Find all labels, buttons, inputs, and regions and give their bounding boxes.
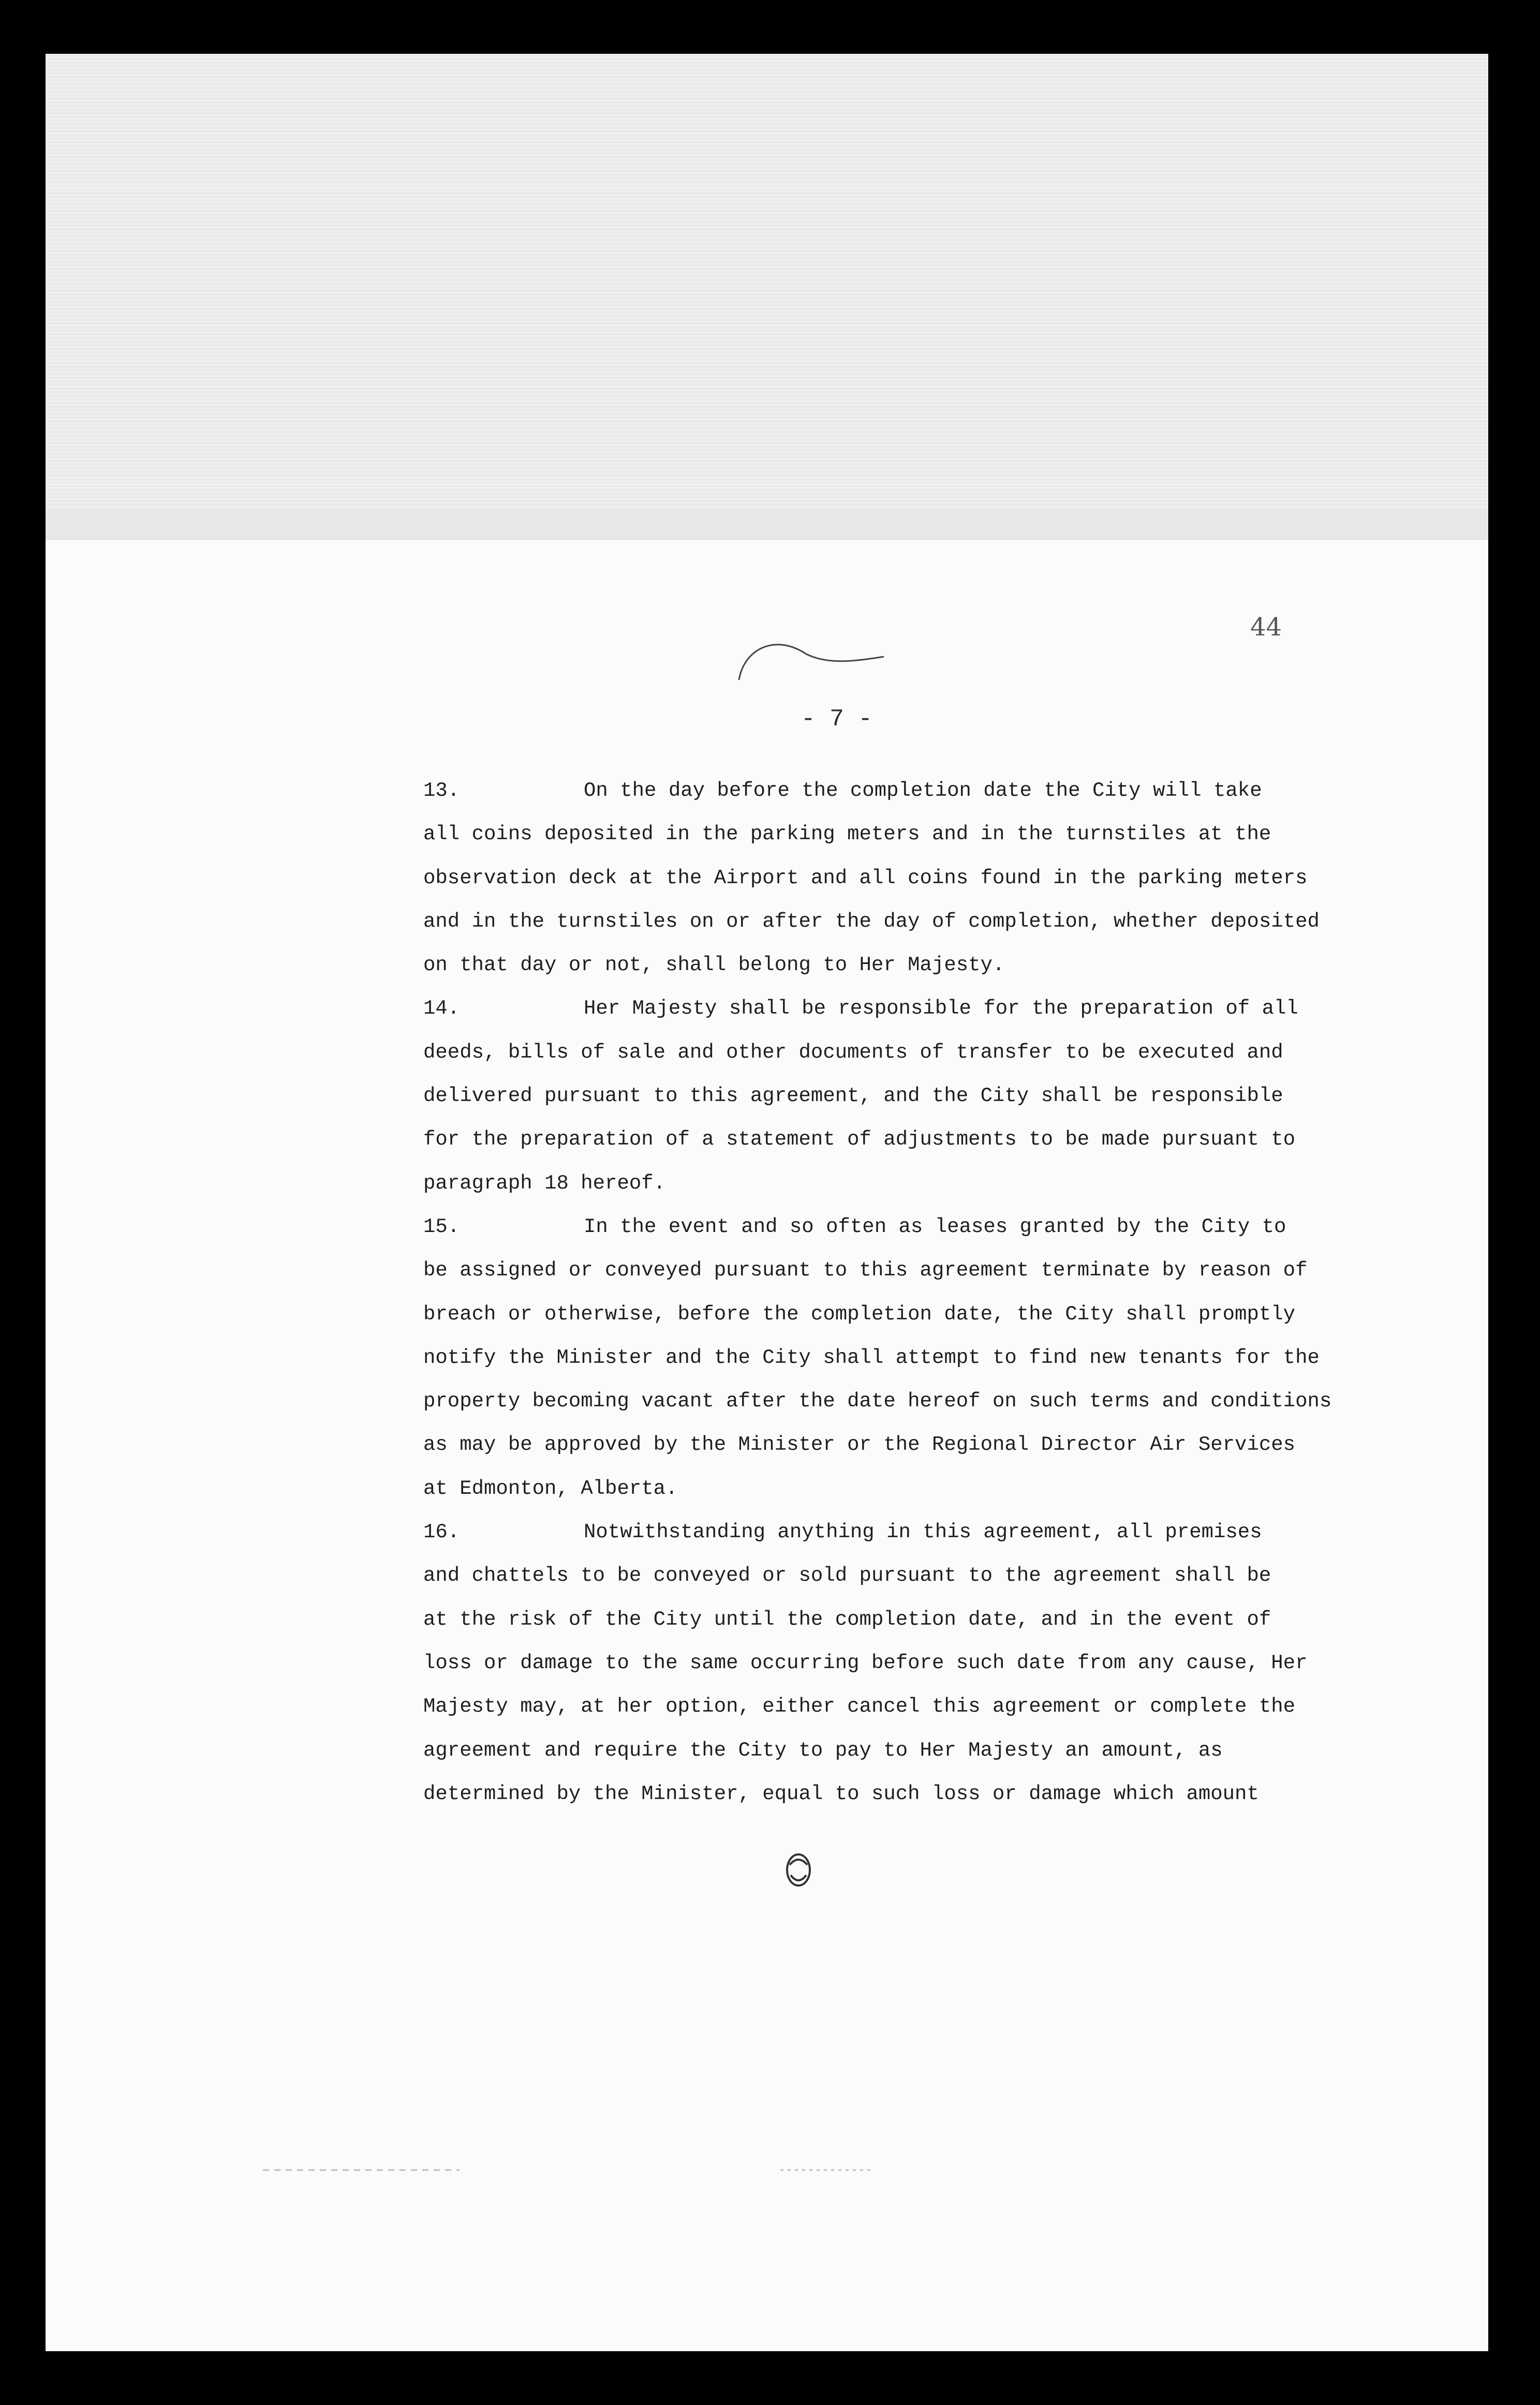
paragraph-line: breach or otherwise, before the completion date, the City shall promptly xyxy=(423,1302,1296,1326)
handwritten-folio-number: 44 xyxy=(1250,613,1282,642)
paragraph-number: 15. xyxy=(423,1215,460,1238)
paragraph-first-line: Her Majesty shall be responsible for the preparation of all xyxy=(584,997,1298,1020)
paragraph-first-line: On the day before the completion date the City will take xyxy=(584,779,1262,802)
page-number: - 7 - xyxy=(801,706,873,733)
paragraph-line: paragraph 18 hereof. xyxy=(423,1171,666,1195)
document-page xyxy=(46,54,1488,2351)
paragraph-number: 14. xyxy=(423,997,460,1020)
paragraph-line: for the preparation of a statement of adjustments to be made pursuant to xyxy=(423,1128,1296,1151)
ink-smudge-icon xyxy=(780,1849,817,1896)
scan-artifact-band xyxy=(46,54,1488,519)
paragraph-14-head xyxy=(423,987,1313,1030)
paragraph-line: delivered pursuant to this agreement, and the City shall be responsible xyxy=(423,1085,1283,1108)
agreement-body xyxy=(423,769,1332,1816)
paragraph-line: as may be approved by the Minister or the Regional Director Air Services xyxy=(423,1433,1296,1457)
paragraph-line: observation deck at the Airport and all coins found in the parking meters xyxy=(423,866,1308,889)
paragraph-line: on that day or not, shall belong to Her Majesty. xyxy=(423,954,1005,977)
paragraph-line: loss or damage to the same occurring before such date from any cause, Her xyxy=(423,1651,1308,1674)
paragraph-16-head xyxy=(423,1510,1313,1554)
pencil-mark-icon xyxy=(729,613,894,690)
paragraph-line: determined by the Minister, equal to such loss or damage which amount xyxy=(423,1782,1259,1805)
paragraph-line: deeds, bills of sale and other documents of transfer to be executed and xyxy=(423,1041,1283,1064)
paragraph-line: at Edmonton, Alberta. xyxy=(423,1477,678,1500)
paragraph-number: 13. xyxy=(423,779,460,802)
paragraph-15-head xyxy=(423,1205,1313,1249)
paragraph-number: 16. xyxy=(423,1521,460,1544)
paragraph-line: and in the turnstiles on or after the day of completion, whether deposited xyxy=(423,910,1320,933)
paragraph-line: and chattels to be conveyed or sold pursuant to the agreement shall be xyxy=(423,1564,1271,1587)
paragraph-line: be assigned or conveyed pursuant to this agreement terminate by reason of xyxy=(423,1259,1308,1282)
paragraph-line: at the risk of the City until the completion date, and in the event of xyxy=(423,1608,1271,1631)
paragraph-first-line: Notwithstanding anything in this agreement, all premises xyxy=(584,1521,1262,1544)
paragraph-line: all coins deposited in the parking meters and in the turnstiles at the xyxy=(423,823,1271,846)
paragraph-line: Majesty may, at her option, either cancel this agreement or complete the xyxy=(423,1695,1296,1718)
paragraph-line: agreement and require the City to pay to Her Majesty an amount, as xyxy=(423,1739,1223,1762)
scan-line-artifact xyxy=(263,2160,1194,2180)
scan-artifact-fold xyxy=(46,509,1488,540)
paragraph-line: notify the Minister and the City shall attempt to find new tenants for the xyxy=(423,1346,1320,1369)
paragraph-first-line: In the event and so often as leases granted by the City to xyxy=(584,1215,1286,1238)
paragraph-13-head xyxy=(423,769,1313,812)
paragraph-line: property becoming vacant after the date hereof on such terms and conditions xyxy=(423,1390,1332,1413)
